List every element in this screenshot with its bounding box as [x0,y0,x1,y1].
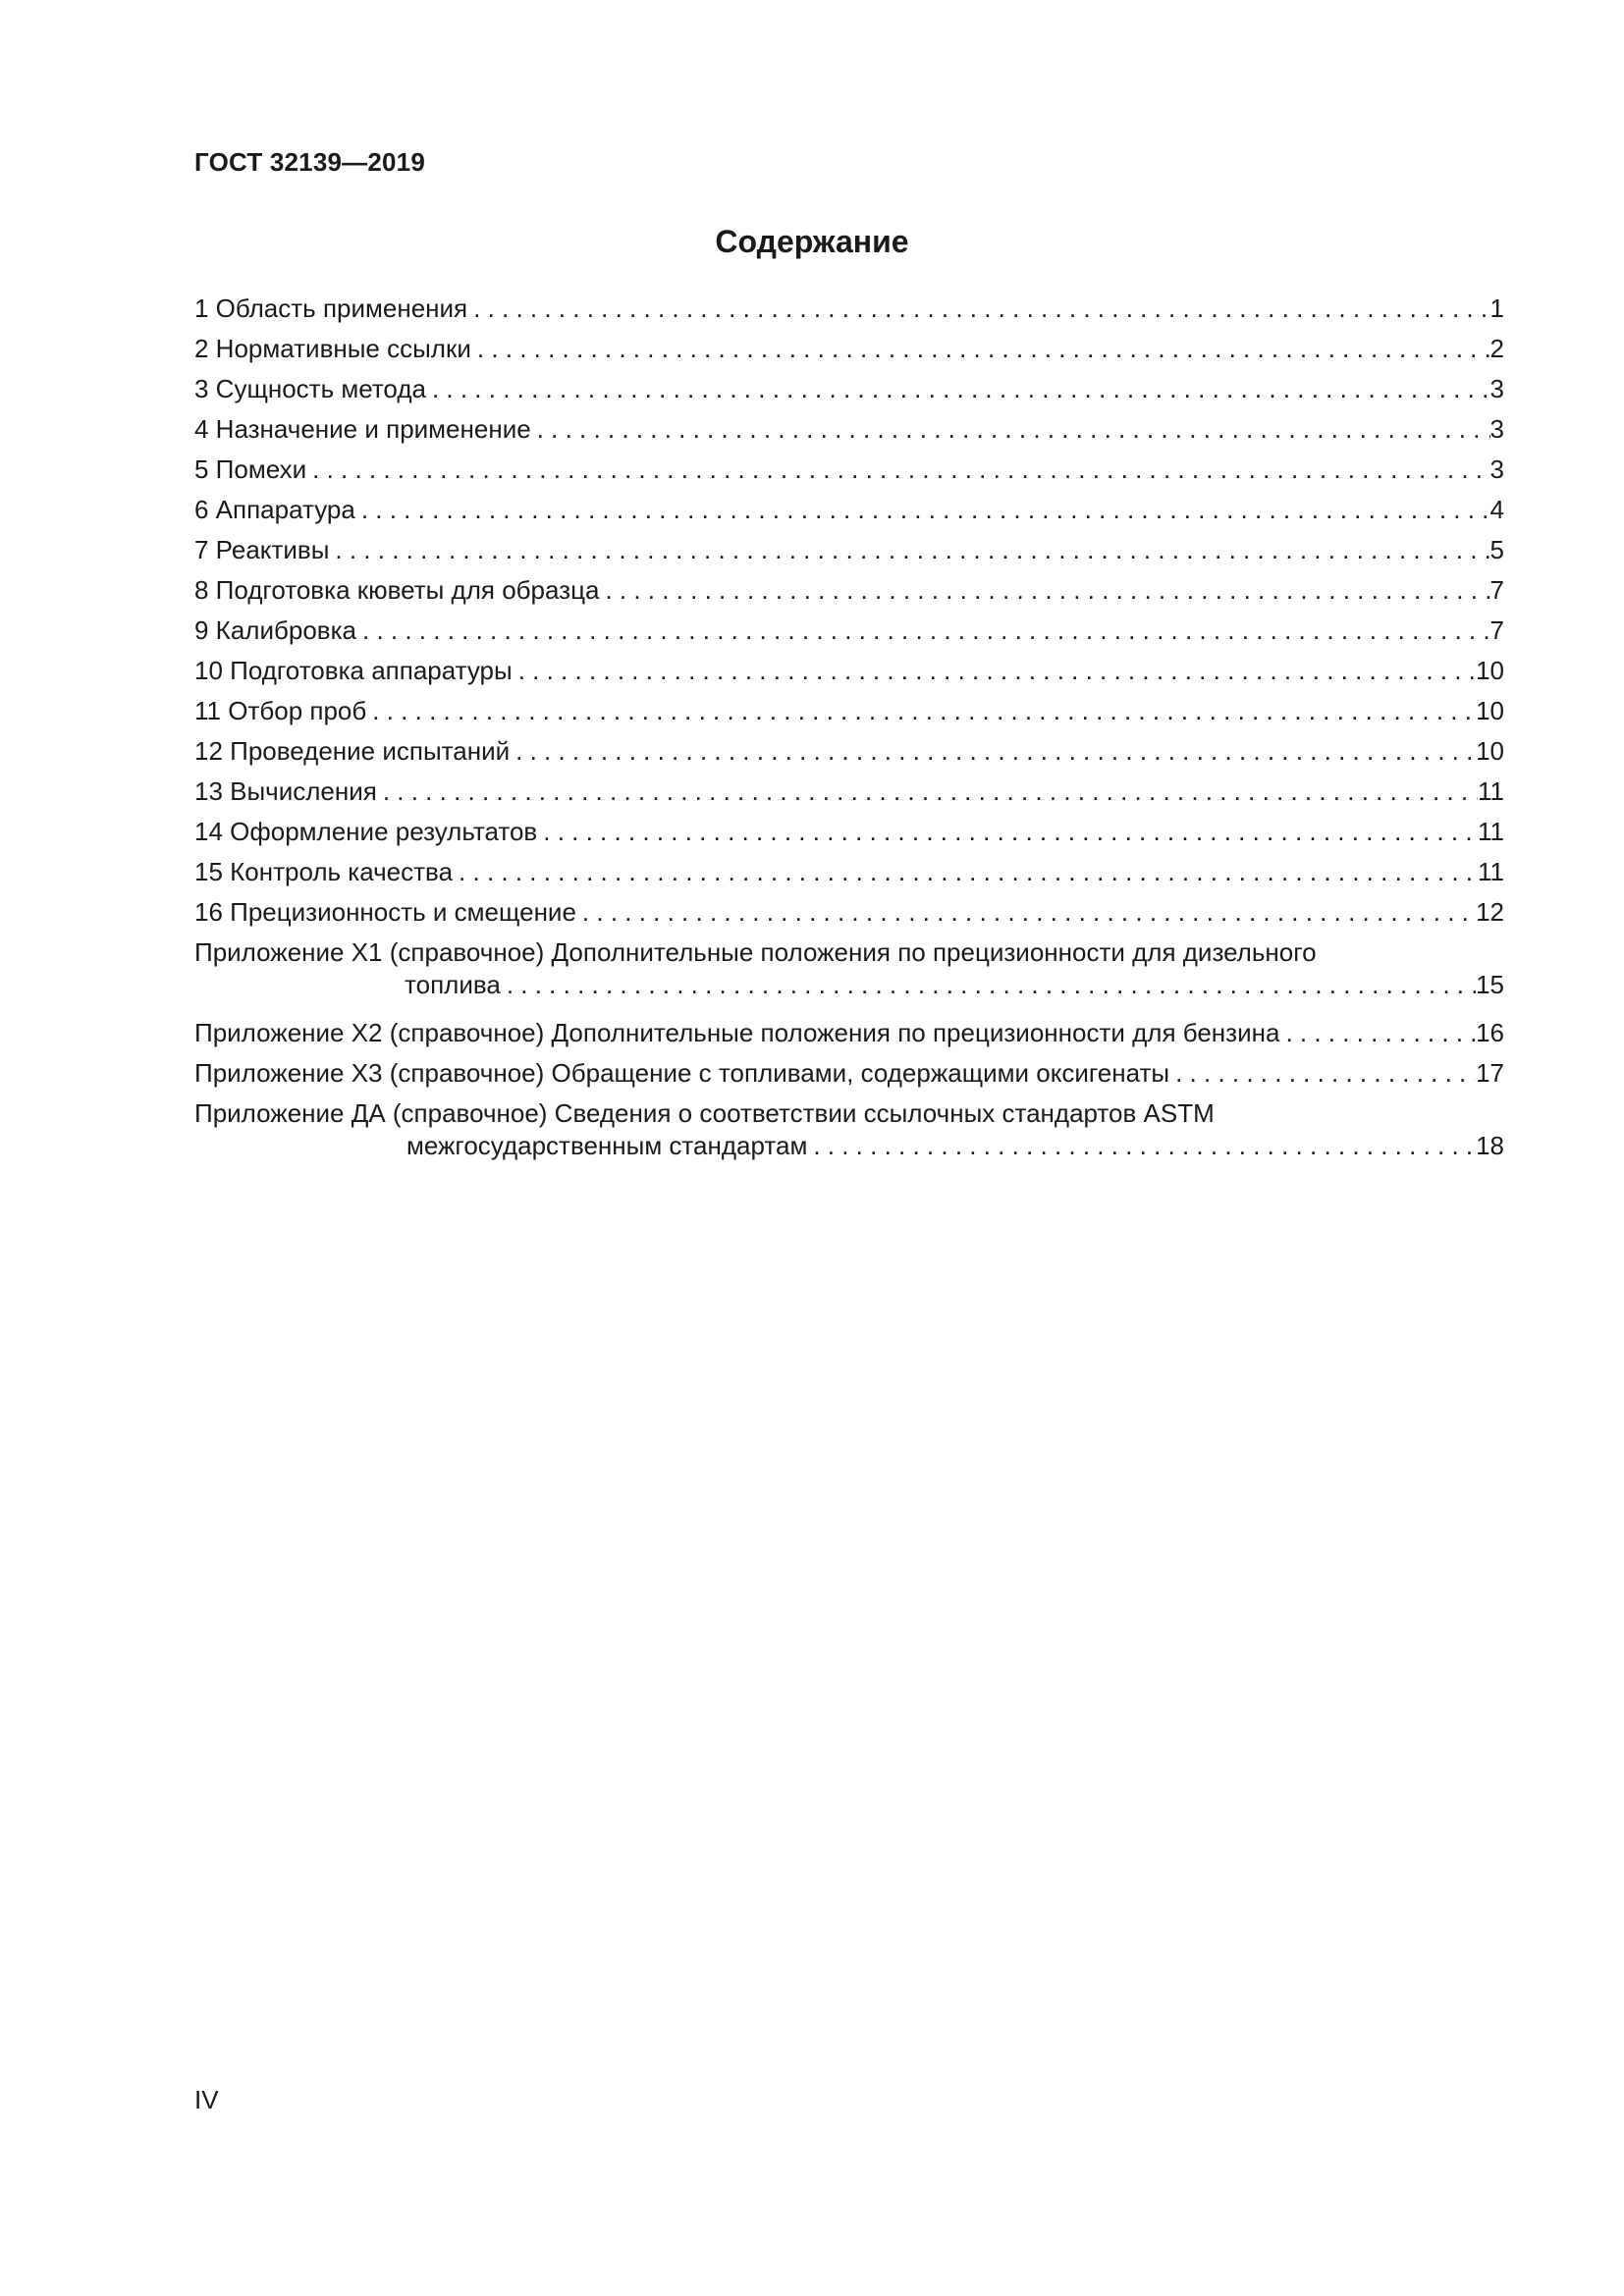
toc-entry-label: Приложение Х2 (справочное) Дополнительные положения по прецизионности для бензина [194,1018,1280,1047]
toc-entry-label: 7 Реактивы [194,535,330,564]
dot-leader [306,454,1489,486]
toc-entry-label: 6 Аппаратура [194,495,355,524]
toc-appendix-x3[interactable] [194,1057,1504,1097]
toc-entry-page: 18 [1476,1131,1504,1160]
toc-entry-6[interactable] [194,494,1504,534]
toc-entry-page: 5 [1489,535,1504,564]
dot-leader [807,1130,1476,1162]
toc-appendix-x1[interactable] [194,936,1504,1017]
toc-entry-label: 9 Калибровка [194,615,357,645]
dot-leader [537,816,1478,848]
toc-entry-page: 3 [1489,374,1504,403]
toc-entry-page: 10 [1476,736,1504,766]
toc-title: Содержание [715,224,909,259]
toc-entry-label: 1 Область применения [194,294,468,323]
dot-leader [471,333,1490,365]
toc-entry-label: 8 Подготовка кюветы для образца [194,575,600,605]
toc-entry-page: 4 [1489,495,1504,524]
toc-entry-4[interactable] [194,413,1504,454]
toc-entry-label: 4 Назначение и применение [194,414,531,444]
dot-leader [366,695,1476,727]
document-standard-number: ГОСТ 32139—2019 [194,147,425,177]
toc-entry-label-continuation: межгосударственным стандартам [406,1131,808,1160]
dot-leader [513,655,1476,687]
toc-entry-page: 10 [1476,696,1504,725]
toc-entry-label: 5 Помехи [194,454,307,484]
toc-appendix-x2[interactable] [194,1017,1504,1057]
toc-entry-15[interactable] [194,856,1504,896]
toc-entry-9[interactable] [194,614,1504,655]
toc-entry-page: 16 [1476,1018,1504,1047]
toc-entry-label: Приложение ДА (справочное) Сведения о соответствии ссылочных стандартов ASTM [194,1098,1215,1128]
toc-entry-11[interactable] [194,695,1504,735]
toc-entry-page: 11 [1478,817,1504,846]
dot-leader [531,413,1490,446]
toc-entry-7[interactable] [194,534,1504,574]
toc-entry-label: 14 Оформление результатов [194,817,538,846]
toc-entry-page: 17 [1476,1058,1504,1088]
toc-entry-8[interactable] [194,574,1504,614]
dot-leader [510,735,1476,768]
dot-leader [377,775,1478,808]
dot-leader [501,969,1476,1001]
toc-entry-label: Приложение Х1 (справочное) Дополнительные положения по прецизионности для дизельного [194,937,1317,967]
toc-entry-14[interactable] [194,816,1504,856]
dot-leader [1169,1057,1476,1090]
toc-entry-3[interactable] [194,373,1504,413]
toc-entry-label-continuation: топлива [405,970,501,999]
toc-entry-label: 15 Контроль качества [194,857,454,886]
page-number: IV [194,2085,219,2114]
toc-entry-page: 15 [1476,970,1504,999]
toc-entry-12[interactable] [194,735,1504,775]
toc-entry-page: 11 [1478,776,1504,806]
toc-entry-label: 13 Вычисления [194,776,377,806]
dot-leader [356,614,1490,647]
toc-entry-page: 7 [1489,615,1504,645]
toc-entry-1[interactable] [194,293,1504,333]
toc-entry-label: 16 Прецизионность и смещение [194,897,576,927]
toc-entry-10[interactable] [194,655,1504,695]
table-of-contents [194,293,1504,1178]
dot-leader [329,534,1489,566]
toc-entry-page: 2 [1489,334,1504,363]
toc-entry-label: 12 Проведение испытаний [194,736,511,766]
toc-entry-label: 10 Подготовка аппаратуры [194,656,513,685]
toc-entry-label: Приложение Х3 (справочное) Обращение с топливами, содержащими оксигенаты [194,1058,1170,1088]
toc-entry-label: 3 Сущность метода [194,374,426,403]
toc-entry-page: 11 [1478,857,1504,886]
toc-entry-page: 1 [1489,294,1504,323]
dot-leader [453,856,1478,888]
toc-entry-5[interactable] [194,454,1504,494]
dot-leader [355,494,1490,526]
toc-entry-page: 12 [1476,897,1504,927]
toc-entry-page: 10 [1476,656,1504,685]
toc-entry-page: 3 [1489,414,1504,444]
dot-leader [1279,1017,1476,1049]
toc-entry-page: 7 [1489,575,1504,605]
toc-entry-16[interactable] [194,896,1504,936]
toc-entry-label: 2 Нормативные ссылки [194,334,471,363]
toc-appendix-da[interactable] [194,1097,1504,1178]
toc-entry-2[interactable] [194,333,1504,373]
toc-entry-page: 3 [1489,454,1504,484]
dot-leader [599,574,1489,607]
dot-leader [426,373,1490,405]
dot-leader [576,896,1476,929]
toc-entry-label: 11 Отбор проб [194,696,367,725]
toc-entry-13[interactable] [194,775,1504,816]
dot-leader [467,293,1489,325]
